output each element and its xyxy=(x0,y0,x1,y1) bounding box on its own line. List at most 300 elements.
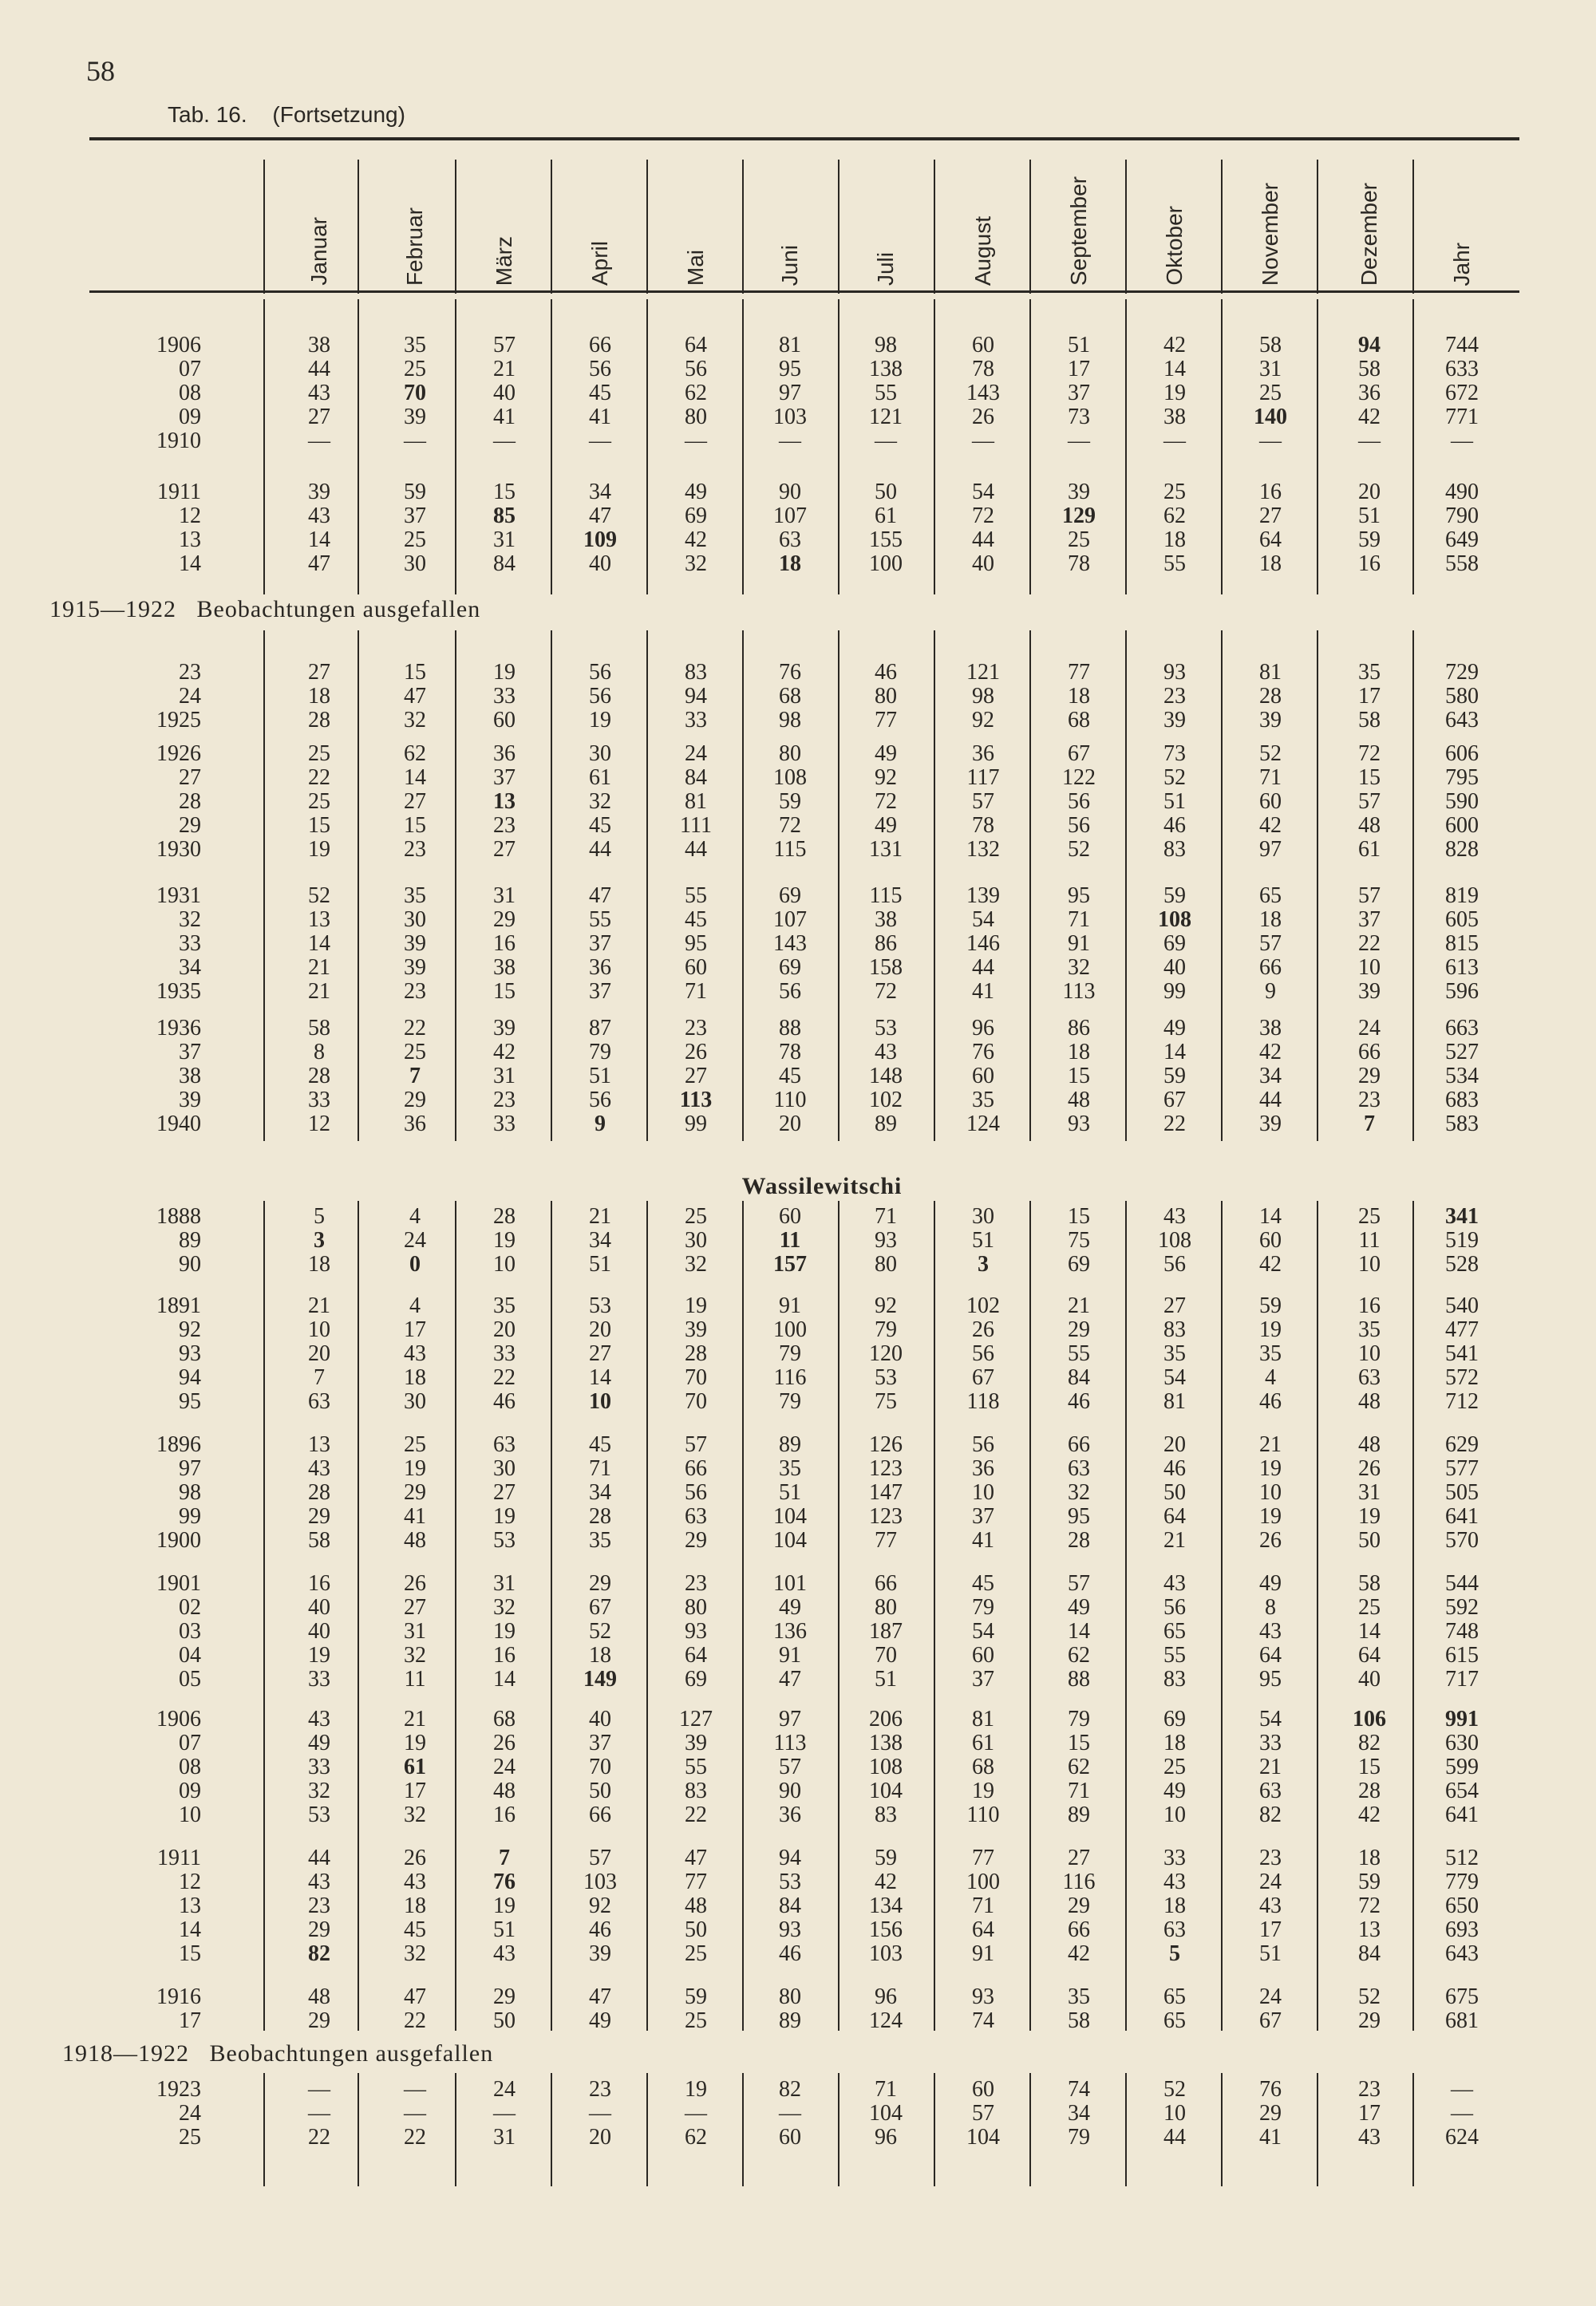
cell-maerz: 42 xyxy=(493,1040,516,1064)
cell-mai: 32 xyxy=(685,1252,707,1277)
cell-oktober: 38 xyxy=(1163,405,1186,429)
row-year: 1896 xyxy=(156,1432,201,1457)
table-row xyxy=(0,528,1596,552)
cell-juli: 66 xyxy=(875,1571,897,1596)
cell-juli: 51 xyxy=(875,1667,897,1692)
cell-april: 46 xyxy=(589,1917,611,1942)
cell-juli: 102 xyxy=(869,1088,903,1112)
column-header-label: Dezember xyxy=(1357,182,1381,286)
row-year: 29 xyxy=(179,813,201,838)
cell-mai: 44 xyxy=(685,837,707,862)
cell-september: — xyxy=(1068,428,1090,453)
cell-juni: 69 xyxy=(779,883,801,908)
cell-november: 19 xyxy=(1259,1456,1282,1481)
cell-mai: 22 xyxy=(685,1803,707,1827)
cell-oktober: 20 xyxy=(1163,1432,1186,1457)
cell-dezember: 25 xyxy=(1358,1204,1381,1229)
row-year: 1916 xyxy=(156,1984,201,2009)
table-row xyxy=(0,405,1596,429)
cell-oktober: 46 xyxy=(1163,1456,1186,1481)
table-row xyxy=(0,908,1596,932)
row-year: 1940 xyxy=(156,1112,201,1136)
cell-september: 58 xyxy=(1068,2008,1090,2033)
cell-juli: 131 xyxy=(869,837,903,862)
cell-november: 58 xyxy=(1259,333,1282,357)
column-separator xyxy=(1125,160,1127,294)
cell-juni: 95 xyxy=(779,357,801,381)
cell-jahr: 624 xyxy=(1445,2125,1479,2150)
cell-dezember: 17 xyxy=(1358,684,1381,709)
row-year: 1900 xyxy=(156,1528,201,1553)
cell-juli: 77 xyxy=(875,1528,897,1553)
table-caption-continued: (Fortsetzung) xyxy=(272,102,405,127)
row-year: 12 xyxy=(179,1870,201,1894)
cell-august: 132 xyxy=(966,837,1000,862)
cell-dezember: 50 xyxy=(1358,1528,1381,1553)
cell-januar: 33 xyxy=(308,1667,330,1692)
cell-april: 10 xyxy=(589,1389,611,1414)
column-header-label: Februar xyxy=(402,207,427,286)
cell-november: 29 xyxy=(1259,2101,1282,2126)
cell-maerz: 20 xyxy=(493,1317,516,1342)
cell-maerz: 28 xyxy=(493,1204,516,1229)
cell-januar: 18 xyxy=(308,1252,330,1277)
cell-januar: 27 xyxy=(308,660,330,685)
cell-jahr: 490 xyxy=(1445,480,1479,504)
cell-november: 19 xyxy=(1259,1317,1282,1342)
cell-april: 66 xyxy=(589,333,611,357)
cell-februar: 39 xyxy=(404,955,426,980)
cell-januar: 33 xyxy=(308,1755,330,1779)
cell-februar: 43 xyxy=(404,1870,426,1894)
cell-mai: 64 xyxy=(685,333,707,357)
cell-dezember: 58 xyxy=(1358,1571,1381,1596)
cell-august: 92 xyxy=(972,708,994,732)
row-year: 89 xyxy=(179,1228,201,1253)
row-year: 1906 xyxy=(156,1707,201,1731)
cell-september: 69 xyxy=(1068,1252,1090,1277)
cell-september: 57 xyxy=(1068,1571,1090,1596)
cell-jahr: 528 xyxy=(1445,1252,1479,1277)
table-row xyxy=(0,956,1596,980)
cell-jahr: 779 xyxy=(1445,1870,1479,1894)
cell-mai: 70 xyxy=(685,1389,707,1414)
cell-maerz: 30 xyxy=(493,1456,516,1481)
cell-jahr: — xyxy=(1451,428,1473,453)
cell-oktober: 18 xyxy=(1163,1893,1186,1918)
cell-september: 95 xyxy=(1068,883,1090,908)
cell-februar: 39 xyxy=(404,931,426,956)
cell-juni: 97 xyxy=(779,381,801,405)
cell-maerz: 23 xyxy=(493,1088,516,1112)
observation-gap-note xyxy=(62,2040,493,2067)
cell-juni: 59 xyxy=(779,789,801,814)
cell-oktober: 83 xyxy=(1163,1317,1186,1342)
cell-august: 79 xyxy=(972,1595,994,1620)
cell-dezember: 16 xyxy=(1358,1293,1381,1318)
cell-januar: 22 xyxy=(308,2125,330,2150)
cell-jahr: — xyxy=(1451,2101,1473,2126)
cell-januar: 29 xyxy=(308,1917,330,1942)
column-separator xyxy=(455,160,456,294)
cell-mai: 19 xyxy=(685,1293,707,1318)
table-row xyxy=(0,1918,1596,1942)
observation-gap-note xyxy=(49,596,480,623)
column-header-label: April xyxy=(587,240,612,286)
cell-november: 66 xyxy=(1259,955,1282,980)
row-year: 05 xyxy=(179,1667,201,1692)
cell-februar: 18 xyxy=(404,1365,426,1390)
cell-oktober: 99 xyxy=(1163,979,1186,1004)
cell-januar: 12 xyxy=(308,1112,330,1136)
table-row xyxy=(0,381,1596,405)
cell-januar: — xyxy=(308,428,330,453)
cell-mai: 111 xyxy=(680,813,712,838)
cell-september: 66 xyxy=(1068,1432,1090,1457)
cell-juli: 89 xyxy=(875,1112,897,1136)
cell-jahr: 577 xyxy=(1445,1456,1479,1481)
cell-juli: 49 xyxy=(875,741,897,766)
cell-mai: 25 xyxy=(685,1941,707,1966)
table-row xyxy=(0,2102,1596,2126)
cell-maerz: 85 xyxy=(493,503,516,528)
cell-mai: 83 xyxy=(685,1779,707,1803)
cell-august: 45 xyxy=(972,1571,994,1596)
table-row xyxy=(0,1803,1596,1827)
cell-maerz: 10 xyxy=(493,1252,516,1277)
cell-januar: 44 xyxy=(308,1846,330,1870)
row-year: 1911 xyxy=(157,480,201,504)
cell-mai: 55 xyxy=(685,883,707,908)
cell-dezember: 10 xyxy=(1358,1341,1381,1366)
cell-oktober: 108 xyxy=(1158,907,1191,932)
row-year: 39 xyxy=(179,1088,201,1112)
cell-april: 39 xyxy=(589,1941,611,1966)
cell-jahr: 991 xyxy=(1445,1707,1479,1731)
cell-april: 53 xyxy=(589,1293,611,1318)
cell-dezember: 15 xyxy=(1358,765,1381,790)
cell-jahr: 650 xyxy=(1445,1893,1479,1918)
cell-april: 35 xyxy=(589,1528,611,1553)
cell-september: 46 xyxy=(1068,1389,1090,1414)
cell-maerz: 33 xyxy=(493,684,516,709)
cell-januar: 40 xyxy=(308,1595,330,1620)
cell-november: 67 xyxy=(1259,2008,1282,2033)
cell-jahr: 815 xyxy=(1445,931,1479,956)
cell-april: 40 xyxy=(589,551,611,576)
cell-maerz: 39 xyxy=(493,1016,516,1040)
cell-oktober: 73 xyxy=(1163,741,1186,766)
cell-mai: 99 xyxy=(685,1112,707,1136)
cell-dezember: 59 xyxy=(1358,1870,1381,1894)
row-year: 95 xyxy=(179,1389,201,1414)
row-year: 1906 xyxy=(156,333,201,357)
cell-april: 23 xyxy=(589,2077,611,2102)
cell-juli: 120 xyxy=(869,1341,903,1366)
cell-november: 10 xyxy=(1259,1480,1282,1505)
cell-august: 124 xyxy=(966,1112,1000,1136)
cell-august: 93 xyxy=(972,1984,994,2009)
table-row xyxy=(0,1040,1596,1064)
cell-juli: 123 xyxy=(869,1504,903,1529)
cell-juli: 187 xyxy=(869,1619,903,1644)
cell-juni: 110 xyxy=(773,1088,807,1112)
cell-dezember: 35 xyxy=(1358,1317,1381,1342)
cell-juli: 70 xyxy=(875,1643,897,1668)
cell-juli: 80 xyxy=(875,1252,897,1277)
cell-august: 35 xyxy=(972,1088,994,1112)
cell-august: 44 xyxy=(972,955,994,980)
cell-oktober: 25 xyxy=(1163,480,1186,504)
column-header-label: November xyxy=(1258,182,1282,286)
column-header-dezember xyxy=(1345,158,1393,286)
cell-august: 78 xyxy=(972,357,994,381)
cell-januar: 19 xyxy=(308,837,330,862)
column-separator xyxy=(1317,160,1318,294)
cell-dezember: 82 xyxy=(1358,1731,1381,1755)
cell-mai: 25 xyxy=(685,1204,707,1229)
cell-august: 118 xyxy=(966,1389,1000,1414)
cell-oktober: 5 xyxy=(1169,1941,1180,1966)
row-year: 09 xyxy=(179,1779,201,1803)
cell-april: 18 xyxy=(589,1643,611,1668)
cell-oktober: 51 xyxy=(1163,789,1186,814)
cell-september: 28 xyxy=(1068,1528,1090,1553)
column-header-november xyxy=(1246,158,1294,286)
cell-oktober: 49 xyxy=(1163,1016,1186,1040)
cell-februar: 27 xyxy=(404,1595,426,1620)
cell-november: 24 xyxy=(1259,1870,1282,1894)
cell-januar: 52 xyxy=(308,883,330,908)
cell-maerz: 19 xyxy=(493,1619,516,1644)
table-row xyxy=(0,1064,1596,1088)
cell-juni: 53 xyxy=(779,1870,801,1894)
cell-august: 56 xyxy=(972,1341,994,1366)
table-row xyxy=(0,1942,1596,1966)
cell-januar: 22 xyxy=(308,765,330,790)
row-year: 1925 xyxy=(156,708,201,732)
cell-oktober: 50 xyxy=(1163,1480,1186,1505)
cell-mai: 19 xyxy=(685,2077,707,2102)
cell-november: 35 xyxy=(1259,1341,1282,1366)
row-year: 24 xyxy=(179,2101,201,2126)
cell-juni: 101 xyxy=(773,1571,807,1596)
cell-november: 27 xyxy=(1259,503,1282,528)
cell-september: 63 xyxy=(1068,1456,1090,1481)
cell-maerz: 15 xyxy=(493,480,516,504)
cell-maerz: 19 xyxy=(493,1504,516,1529)
cell-september: 25 xyxy=(1068,527,1090,552)
cell-jahr: 712 xyxy=(1445,1389,1479,1414)
cell-august: 44 xyxy=(972,527,994,552)
table-row xyxy=(0,1620,1596,1644)
cell-september: 67 xyxy=(1068,741,1090,766)
cell-maerz: 41 xyxy=(493,405,516,429)
cell-juli: 104 xyxy=(869,1779,903,1803)
cell-februar: 61 xyxy=(404,1755,426,1779)
cell-juni: 107 xyxy=(773,907,807,932)
cell-juni: 93 xyxy=(779,1917,801,1942)
row-year: 13 xyxy=(179,1893,201,1918)
table-caption-number: Tab. 16. xyxy=(168,102,247,127)
cell-jahr: 599 xyxy=(1445,1755,1479,1779)
cell-dezember: 61 xyxy=(1358,837,1381,862)
cell-februar: 19 xyxy=(404,1731,426,1755)
row-year: 1901 xyxy=(156,1571,201,1596)
row-year: 38 xyxy=(179,1064,201,1088)
cell-juli: 138 xyxy=(869,357,903,381)
cell-november: 19 xyxy=(1259,1504,1282,1529)
cell-oktober: 52 xyxy=(1163,765,1186,790)
table-row xyxy=(0,766,1596,790)
cell-januar: 44 xyxy=(308,357,330,381)
cell-mai: 39 xyxy=(685,1731,707,1755)
cell-mai: 81 xyxy=(685,789,707,814)
cell-februar: 32 xyxy=(404,1803,426,1827)
cell-september: 48 xyxy=(1068,1088,1090,1112)
cell-jahr: 729 xyxy=(1445,660,1479,685)
cell-november: 57 xyxy=(1259,931,1282,956)
row-year: 28 xyxy=(179,789,201,814)
cell-november: 14 xyxy=(1259,1204,1282,1229)
cell-november: 18 xyxy=(1259,551,1282,576)
cell-dezember: 66 xyxy=(1358,1040,1381,1064)
cell-februar: 4 xyxy=(409,1204,421,1229)
cell-dezember: 24 xyxy=(1358,1016,1381,1040)
cell-oktober: 69 xyxy=(1163,1707,1186,1731)
cell-oktober: 83 xyxy=(1163,1667,1186,1692)
row-year: 13 xyxy=(179,527,201,552)
cell-dezember: 16 xyxy=(1358,551,1381,576)
cell-dezember: 26 xyxy=(1358,1456,1381,1481)
cell-dezember: 63 xyxy=(1358,1365,1381,1390)
cell-november: 54 xyxy=(1259,1707,1282,1731)
cell-april: 47 xyxy=(589,883,611,908)
cell-januar: 63 xyxy=(308,1389,330,1414)
cell-oktober: 19 xyxy=(1163,381,1186,405)
cell-jahr: 629 xyxy=(1445,1432,1479,1457)
cell-januar: 19 xyxy=(308,1643,330,1668)
cell-januar: 27 xyxy=(308,405,330,429)
cell-februar: 32 xyxy=(404,1941,426,1966)
cell-november: 43 xyxy=(1259,1893,1282,1918)
cell-maerz: 63 xyxy=(493,1432,516,1457)
cell-april: — xyxy=(589,428,611,453)
cell-oktober: 56 xyxy=(1163,1252,1186,1277)
cell-februar: 21 xyxy=(404,1707,426,1731)
cell-februar: 15 xyxy=(404,660,426,685)
cell-juni: 84 xyxy=(779,1893,801,1918)
cell-februar: 17 xyxy=(404,1317,426,1342)
cell-november: 60 xyxy=(1259,789,1282,814)
cell-september: 34 xyxy=(1068,2101,1090,2126)
cell-juni: 89 xyxy=(779,2008,801,2033)
cell-april: 20 xyxy=(589,2125,611,2150)
cell-jahr: 641 xyxy=(1445,1504,1479,1529)
cell-juni: 136 xyxy=(773,1619,807,1644)
cell-mai: 48 xyxy=(685,1893,707,1918)
cell-juli: 158 xyxy=(869,955,903,980)
row-year: 07 xyxy=(179,1731,201,1755)
cell-juni: 143 xyxy=(773,931,807,956)
cell-september: 35 xyxy=(1068,1984,1090,2009)
cell-juni: 20 xyxy=(779,1112,801,1136)
cell-maerz: 33 xyxy=(493,1341,516,1366)
cell-juli: 53 xyxy=(875,1016,897,1040)
cell-maerz: 51 xyxy=(493,1917,516,1942)
cell-november: 18 xyxy=(1259,907,1282,932)
cell-maerz: 19 xyxy=(493,1893,516,1918)
column-header-juni xyxy=(766,158,814,286)
cell-jahr: 630 xyxy=(1445,1731,1479,1755)
column-header-label: Juli xyxy=(873,251,898,286)
cell-februar: 31 xyxy=(404,1619,426,1644)
cell-jahr: 540 xyxy=(1445,1293,1479,1318)
cell-september: 129 xyxy=(1062,503,1096,528)
cell-juli: 61 xyxy=(875,503,897,528)
table-row xyxy=(0,1644,1596,1668)
cell-juli: — xyxy=(875,428,897,453)
cell-dezember: 42 xyxy=(1358,1803,1381,1827)
cell-jahr: 606 xyxy=(1445,741,1479,766)
cell-august: 74 xyxy=(972,2008,994,2033)
cell-jahr: 544 xyxy=(1445,1571,1479,1596)
cell-januar: 28 xyxy=(308,1064,330,1088)
cell-dezember: 15 xyxy=(1358,1755,1381,1779)
table-row xyxy=(0,1481,1596,1505)
cell-november: 51 xyxy=(1259,1941,1282,1966)
cell-jahr: 572 xyxy=(1445,1365,1479,1390)
cell-juni: 91 xyxy=(779,1643,801,1668)
cell-januar: 43 xyxy=(308,1870,330,1894)
cell-april: 56 xyxy=(589,660,611,685)
cell-maerz: 84 xyxy=(493,551,516,576)
cell-juli: 93 xyxy=(875,1228,897,1253)
cell-dezember: 23 xyxy=(1358,1088,1381,1112)
cell-februar: 26 xyxy=(404,1571,426,1596)
cell-oktober: 46 xyxy=(1163,813,1186,838)
row-year: 98 xyxy=(179,1480,201,1505)
cell-maerz: 16 xyxy=(493,1803,516,1827)
cell-mai: 23 xyxy=(685,1571,707,1596)
cell-november: 21 xyxy=(1259,1432,1282,1457)
cell-september: 29 xyxy=(1068,1317,1090,1342)
cell-april: 14 xyxy=(589,1365,611,1390)
column-separator xyxy=(742,160,744,294)
cell-mai: 60 xyxy=(685,955,707,980)
cell-oktober: 55 xyxy=(1163,1643,1186,1668)
cell-august: 139 xyxy=(966,883,1000,908)
cell-juni: 80 xyxy=(779,1984,801,2009)
cell-april: 28 xyxy=(589,1504,611,1529)
cell-maerz: 29 xyxy=(493,907,516,932)
cell-september: 37 xyxy=(1068,381,1090,405)
cell-oktober: 44 xyxy=(1163,2125,1186,2150)
cell-august: 61 xyxy=(972,1731,994,1755)
cell-september: 116 xyxy=(1062,1870,1096,1894)
cell-juli: 121 xyxy=(869,405,903,429)
table-row xyxy=(0,2078,1596,2102)
cell-april: 36 xyxy=(589,955,611,980)
cell-september: 56 xyxy=(1068,789,1090,814)
column-header-label: Januar xyxy=(306,217,331,286)
cell-dezember: 59 xyxy=(1358,527,1381,552)
cell-april: 56 xyxy=(589,684,611,709)
cell-februar: 48 xyxy=(404,1528,426,1553)
column-separator xyxy=(1221,160,1223,294)
column-header-label: Mai xyxy=(683,249,708,286)
gap-years: 1918—1922 xyxy=(62,2040,189,2067)
